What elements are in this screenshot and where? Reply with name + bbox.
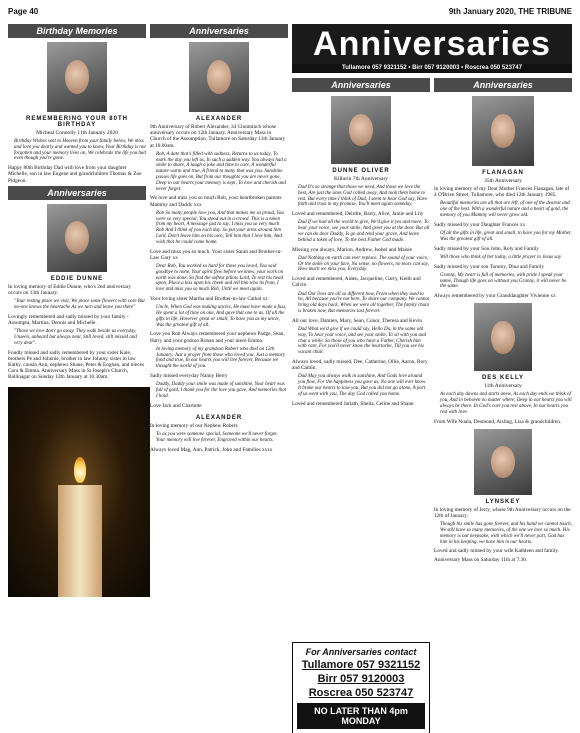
notice-poem: Will those who think of her today, a little prayer to Jesus say. xyxy=(440,254,562,260)
notice-text: Loved and remembered, Deirdre, Barry, Alice, Jamie and Lily xyxy=(292,211,424,218)
portrait-icon xyxy=(65,60,89,94)
notice-text: From Wife Nuala, Desmond, Aisling, Lisa & grandchildren. xyxy=(434,418,562,425)
notice-text: Love you Rob Always remembered your nephews Padge, Sean, Harry and your godson Ronan and your niece Emma. xyxy=(150,331,285,344)
notice-name: LYNSKEY xyxy=(485,498,521,505)
notice-poem: Dad May you always walk in sunshine, And Gods love around you flow, For the happiness you gave us, No one will ever know. It broke our hearts to lose you, But you did not go alone, A part of us went with you, The day God called you home. xyxy=(298,374,427,397)
notice-text: Loved and remembered Jarlath, Sheila, Celine and Shane. xyxy=(292,400,415,407)
photo-dunne xyxy=(47,204,107,272)
portrait-icon xyxy=(65,221,89,254)
deadline-notice: NO LATER THAN 4pm MONDAY xyxy=(297,703,425,729)
notice-name: DUNNE OLIVER xyxy=(332,168,390,174)
contact-box xyxy=(292,642,430,733)
portrait-icon xyxy=(491,446,514,478)
portrait-icon xyxy=(207,60,231,94)
notice-text: In loving memory of Jerry, whose 9th Anniversary occurs on the 12th of January. xyxy=(434,506,571,519)
photo-connolly xyxy=(47,42,107,112)
notice-text: Always loved, sadly missed, Dee, Catherine, Ollie, Aaron, Rory and Caitlin. xyxy=(292,358,428,372)
notice-text: We love and miss you so much Rob, your heartbroken parents Mammy and Daddy xxx xyxy=(150,195,282,208)
notice-text: Sadly missed everyday Nanny Berry xyxy=(150,372,228,379)
notice-text: Sadly missed by your son Tommy, Dina and Family xyxy=(434,263,544,270)
notice-text: Always remembered by your Granddaughter Vivienne xx xyxy=(434,293,556,300)
section-band: Anniversaries xyxy=(434,78,572,92)
section-band: Anniversaries xyxy=(292,78,430,92)
notice-poem: Dad If we had all the world to give, We'd give it yes and more, To hear your voice, see your smile, And greet you at the door. But all we can do dear Daddy, Is go and tend your grave, And leave behind a token of love, To the best Father God made. xyxy=(298,220,430,243)
notice-text: Lovingly remembered and sadly missed by your family - Assumpta, Martina, Dennis and Michelle. xyxy=(8,313,129,326)
column-birthday xyxy=(8,24,146,597)
banner-title: Anniversaries xyxy=(292,24,572,64)
section-band: Anniversaries xyxy=(8,186,146,200)
photo-des-kelly xyxy=(474,303,532,371)
notice-name: DES KELLY xyxy=(481,375,525,382)
contact-roscrea[interactable]: Roscrea 050 523747 xyxy=(308,687,414,699)
column-flanagan xyxy=(434,78,572,565)
notice-text: Love Jack and Charlotte xyxy=(150,402,202,409)
notice-text: Loved and sadly missed by your wife Kathleen and family. xyxy=(434,548,559,555)
column-dunne-oliver xyxy=(292,78,430,409)
flame-icon xyxy=(74,457,86,483)
notice-text: Anniversary Mass on Saturday 11th at 7.30. xyxy=(434,556,528,563)
portrait-icon xyxy=(491,321,514,354)
column-alexander xyxy=(150,24,288,455)
notice-poem: In loving memory of my grandson Robert who died on 12th January. Just a prayer from those who loved you, Just a memory fond and true, In our hearts you will live forever, Because we thought the world of you. xyxy=(156,346,286,370)
notice-poem: Birthday Wishes sent to Heaven from your family below, We miss and love you dearly and wanted you to know, Your Birthday is not forgotten and your memory lives on, We celebrate the life you had even though you're gone. xyxy=(14,139,146,162)
notice-poem: "Your resting place we visit, We place some flowers with care But no-one knows the heartache As we turn and leave you there" xyxy=(14,299,145,310)
notice-poem: To as you were someone special, Someone we'll never forget. Your memory will live forever, Engraved within our hearts. xyxy=(156,431,278,443)
notice-text: Missing you always, Marion, Andrew, Isobel and Maisie xyxy=(292,246,412,253)
notice-text: Love and miss you so much, Your sister Sarah and Brother-in-Law Gary xx xyxy=(150,248,283,261)
notice-name: ALEXANDER xyxy=(195,414,243,421)
notice-poem: Dear Rob, You worked so hard for those you loved, You said goodbye to none, Your spirit flew before we knew, your work on earth was done. So find the softest pillow Lord, To rest his head upon, Place a kiss upon his cheek and tell him who its from, I love and miss you so much Rob, Until we meet again. xyxy=(156,263,284,293)
notice-text: In loving memory of Eddie Dunne, who's 2nd anniversary occurs on 13th January. xyxy=(8,283,132,296)
notice-poem: Granny, My heart is full of memories, with pride I speak your name, Though life goes on without you Granny, it will never be the same. xyxy=(440,272,567,290)
notice-sub: Killurin 7th Anniversary xyxy=(333,176,389,182)
notice-text: Fondly missed and sadly remembered by your sister Kate, brothers Pe and Johnnie, brother in law Johnny, sister in law Kathy, cousin Ann, nephews Shane, Peter & Eoghan, and nieces Cora & Emma. Anniversary Mass in St Joseph's Church, Ballinagar on Sunday 12th January at 10.30am. xyxy=(8,349,145,381)
notice-name: FLANAGAN xyxy=(482,170,524,176)
anniversaries-banner xyxy=(292,24,572,73)
notice-poem: "Those we love don't go away, They walk beside us everyday, Unseen, unheard but always near, Still loved, still missed and very dear". xyxy=(14,329,137,346)
notice-text: Happy 80th Birthday Dad with love from your daughter Michelle, son in law Eugene and grandchildren Thomas & Zoe Pidgeon. xyxy=(8,165,142,184)
notice-poem: Dad What we'd give if we could say, Hello Da, in the same old way, To hear your voice, and see your smile, To sit with you and chat a while. So those of you who have a Father, Cherish him with care, For you'll never know the heartache, Till you see his vacant chair. xyxy=(298,326,426,356)
notice-sub: 35th Anniversary xyxy=(483,178,523,184)
notice-poem: Dad It's so strange that those we need, And those we love the best, Are just the ones God called away, And took them home to rest. But every time I think of Dad, I seem to hear God say, Have faith and trust in my promise, You'll meet again someday. xyxy=(298,185,428,208)
contact-birr[interactable]: Birr 057 9120003 xyxy=(317,673,405,685)
candle-image xyxy=(8,387,150,597)
photo-dunne-oliver xyxy=(331,96,391,164)
portrait-icon xyxy=(349,114,373,147)
notice-poem: Of all the gifts in life, great and small, to have you for my Mother, Was the greatest gift of all. xyxy=(440,231,572,242)
candle-wax xyxy=(58,485,102,597)
notice-text: In loving memory of our Nephew Robert. xyxy=(150,422,239,429)
notice-text: Always loved Mag, Ann, Patrick, John and Families xxxx xyxy=(150,446,273,453)
notice-text: 9th Anniversary of Robert Alexander, 34 Clonminch whose anniversary occurs on 12th January. Anniversary Mass in Church of the Assumption, Tullamore on Saturday 11th January at 10.00am. xyxy=(150,124,286,149)
notice-poem: Daddy, Daddy your smile was made of sunshine, Your heart was full of gold, I thank you for the love you gave, And memories that I hold. xyxy=(156,382,287,399)
notice-text: Sadly missed by your Son John, Roly and Family xyxy=(434,245,539,252)
section-band: Birthday Memories xyxy=(8,24,146,38)
photo-alexander xyxy=(189,42,249,112)
page-number: Page 40 xyxy=(8,6,39,16)
notice-name: EDDIE DUNNE xyxy=(50,275,104,282)
portrait-icon xyxy=(491,114,516,148)
notice-poem: As each day dawns and starts anew, As each day ends we think of you, And in between no matter where, Deep in our hearts you will always be there. In God's care you rest above, In our hearts you rest with love. xyxy=(440,392,572,415)
contact-tullamore[interactable]: Tullamore 057 9321152 xyxy=(301,659,421,671)
notice-poem: Beautiful memories are all that are left, of one of the dearest and one of the best. With a wonderful nature and a heart of gold, the memory of you Mammy will never grow old. xyxy=(440,201,570,218)
notice-text: All our love, Damien, Mary, Sean, Conor, Theresa and Kevin xyxy=(292,317,422,324)
banner-contact: Tullamore 057 9321152 • Birr 057 9120003 • Roscrea 050 523747 xyxy=(292,64,572,73)
notice-name: REMEMBERING YOUR 80TH BIRTHDAY xyxy=(26,116,128,128)
notice-sub: 11th Anniversary xyxy=(484,383,522,390)
notice-sub: Micheal Connolly 11th January 2020 xyxy=(36,130,118,136)
section-band: Anniversaries xyxy=(150,24,288,38)
notice-poem: Dad Our lives are all so different now, From when they used to be, All because you're not here, To share our company. We cannot bring old days back, When we were all together, The family chain is broken now, But memories last forever. xyxy=(298,291,430,314)
notice-poem: Uncle, When God was making uncles, He must have made a fuss, He spent a lot of time on one, And gave that one to us. Of all the gifts in life, However great or small, To have you as my uncle, Was the greatest gift of all. xyxy=(156,305,287,328)
photo-lynskey xyxy=(474,429,532,495)
contact-title: For Anniversaries contact xyxy=(305,647,417,657)
notice-text: Loved and remembered, Aiden, Jacqueline, Garry, Keith and Calvin xyxy=(292,276,421,289)
notice-poem: Dad Nothing on earth can ever replace, The sound of your voice, Or the smile on your face, No sense, no flowers, no tears can say, How much we miss you, Everyday. xyxy=(298,255,429,273)
notice-poem: Rob So many people love you, And that makes me so proud, You were so very special, You stood out in a crowd. This is a token from my heart, A message just to say, I miss you so very much Rob And I think of you each day. So put your arms around him Lord, Don't leave him on his own, Tell him that I love him, And wish that he could come home. xyxy=(156,210,284,245)
notice-name: ALEXANDER xyxy=(195,116,243,122)
notice-poem: Rob, A date that's filled with sadness, Returns to us today, To mark the day you left us, In such a sudden way. You always had a smile to share, A laugh a joke and time to care, A wonderful nature warm and true, A friend to many that was you. Sunshine passes life goes on, But from our thoughts you are never gone, Deep in our hearts your memory is kept, To love and cherish and never forget. xyxy=(156,151,287,192)
issue-date: 9th January 2020, THE TRIBUNE xyxy=(448,6,572,16)
notice-poem: Though his smile has gone forever, and his hand we cannot touch, We still have so many memories, of the one we love so much. His memory is our keepsake, with which we'll never part, God has him in his keeping, we have him in our hearts. xyxy=(440,522,572,545)
page-header xyxy=(8,0,572,22)
notice-text: Sadly missed by your Daughter Frances xx xyxy=(434,221,526,228)
photo-flanagan xyxy=(472,96,534,166)
notice-text: In loving memory of my Dear Mother Frances Flanagan, late of 4 O'Brien Street, Tullamore, who died 12th January 1985. xyxy=(434,186,570,199)
notice-text: Your loving sister Martha and Brother-in-law Cathal xx xyxy=(150,295,268,302)
